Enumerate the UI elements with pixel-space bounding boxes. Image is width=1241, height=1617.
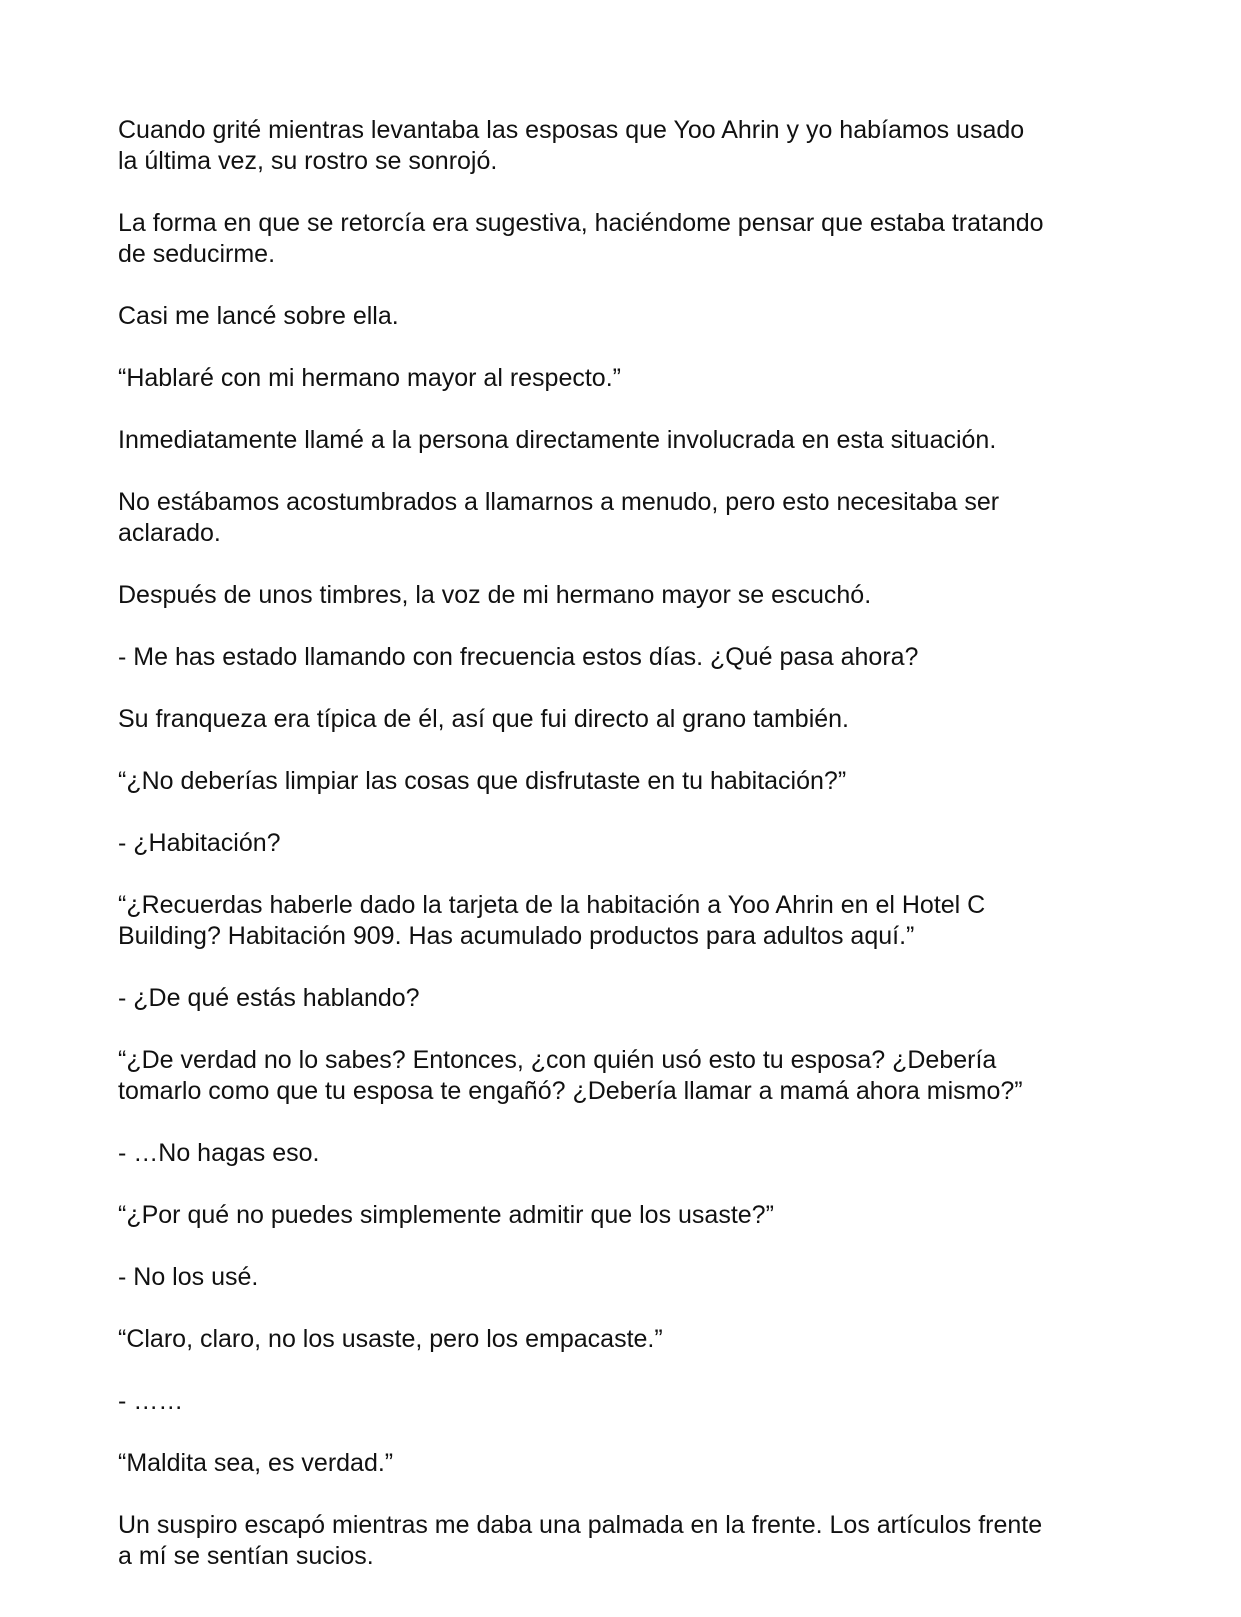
document-page <box>118 115 1128 1572</box>
paragraph: - ¿Habitación? <box>118 829 281 857</box>
paragraph: No estábamos acostumbrados a llamarnos a menudo, pero esto necesitaba ser aclarado. <box>118 488 1000 547</box>
paragraph: “¿No deberías limpiar las cosas que disfrutaste en tu habitación?” <box>118 767 847 795</box>
paragraph: - Me has estado llamando con frecuencia estos días. ¿Qué pasa ahora? <box>118 643 919 671</box>
paragraph: - …No hagas eso. <box>118 1139 320 1167</box>
paragraph: “¿Por qué no puedes simplemente admitir que los usaste?” <box>118 1201 774 1229</box>
paragraph: - ¿De qué estás hablando? <box>118 984 420 1012</box>
paragraph: Un suspiro escapó mientras me daba una palmada en la frente. Los artículos frente a mí se sentían sucios. <box>118 1511 1043 1570</box>
paragraph: Después de unos timbres, la voz de mi hermano mayor se escuchó. <box>118 581 872 609</box>
paragraph: “¿De verdad no lo sabes? Entonces, ¿con quién usó esto tu esposa? ¿Debería tomarlo como que tu esposa te engañó? ¿Debería llamar a mamá ahora mismo?” <box>118 1046 1023 1105</box>
paragraph: Casi me lancé sobre ella. <box>118 302 399 330</box>
paragraph: La forma en que se retorcía era sugestiva, haciéndome pensar que estaba tratando de seducirme. <box>118 209 1044 268</box>
paragraph: “Claro, claro, no los usaste, pero los empacaste.” <box>118 1325 663 1353</box>
paragraph: Cuando grité mientras levantaba las esposas que Yoo Ahrin y yo habíamos usado la última vez, su rostro se sonrojó. <box>118 116 1025 175</box>
paragraph: “Maldita sea, es verdad.” <box>118 1449 394 1477</box>
paragraph: “¿Recuerdas haberle dado la tarjeta de la habitación a Yoo Ahrin en el Hotel C Building? Habitación 909. Has acumulado productos para adultos aquí.” <box>118 891 986 950</box>
paragraph: “Hablaré con mi hermano mayor al respecto.” <box>118 364 621 392</box>
paragraph: Su franqueza era típica de él, así que fui directo al grano también. <box>118 705 850 733</box>
paragraph: - No los usé. <box>118 1263 259 1291</box>
paragraph: - …… <box>118 1387 184 1415</box>
paragraph: Inmediatamente llamé a la persona directamente involucrada en esta situación. <box>118 426 997 454</box>
